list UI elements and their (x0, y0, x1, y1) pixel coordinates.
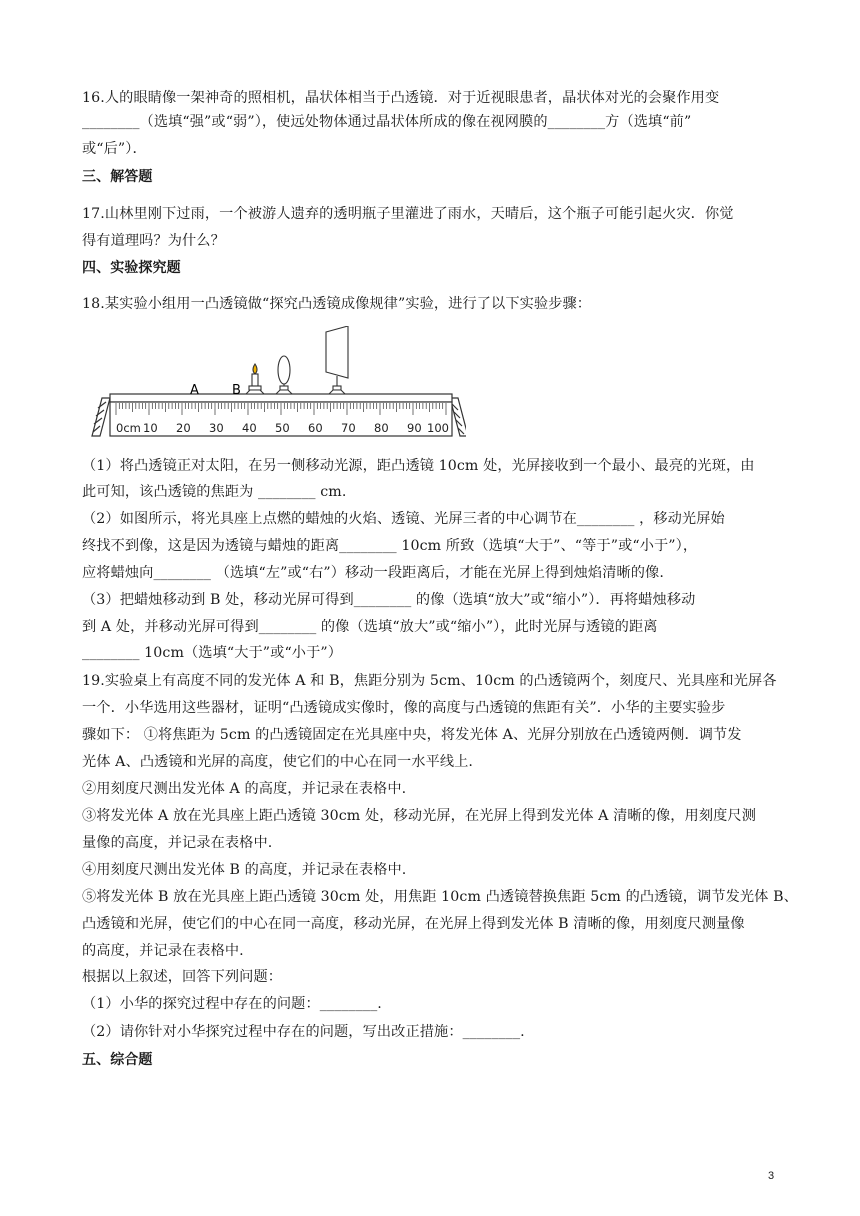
q19-step-3-line-1: ③将发光体 A 放在光具座上距凸透镜 30cm 处，移动光屏，在光屏上得到发光体 A 清晰的像，用刻度尺测 (82, 808, 756, 824)
q18-3-line-3: ________ 10cm（选填“大于”或“小于”） (82, 645, 343, 661)
ruler-label-10: 10 (143, 421, 158, 435)
ruler-label-40: 40 (242, 421, 257, 435)
bench-rail-top (110, 394, 452, 402)
q18-intro: 18.某实验小组用一凸透镜做“探究凸透镜成像规律”实验，进行了以下实验步骤： (82, 296, 592, 312)
screen-panel (326, 326, 348, 378)
ruler-label-70: 70 (341, 421, 356, 435)
section-heading-experiment: 四、实验探究题 (82, 260, 181, 276)
ruler-label-50: 50 (275, 421, 290, 435)
q18-3-line-1: （3）把蜡烛移动到 B 处，移动光屏可得到________ 的像（选填“放大”或“缩小”）．再将蜡烛移动 (82, 592, 696, 608)
q19-step-5-line-1: ⑤将发光体 B 放在光具座上距凸透镜 30cm 处，用焦距 10cm 凸透镜替换焦距 5cm 的凸透镜，调节发光体 B、 (82, 889, 798, 905)
q18-1-line-2: 此可知，该凸透镜的焦距为 ________ cm. (82, 484, 347, 500)
light-screen (326, 326, 348, 394)
ruler-label-30: 30 (209, 421, 224, 435)
q19-step-5-line-2: 凸透镜和光屏，使它们的中心在同一高度，移动光屏，在光屏上得到发光体 B 清晰的像，用刻度尺测量像 (82, 916, 745, 932)
left-stand (92, 398, 110, 436)
q18-1-line-1: （1）将凸透镜正对太阳，在另一侧移动光源，距凸透镜 10cm 处，光屏接收到一个最小、最亮的光斑，由 (82, 458, 755, 474)
q19-line-1: 19.实验桌上有高度不同的发光体 A 和 B，焦距分别为 5cm、10cm 的凸透镜两个，刻度尺、光具座和光屏各 (82, 673, 777, 689)
q18-2-line-1: （2）如图所示，将光具座上点燃的蜡烛的火焰、透镜、光屏三者的中心调节在________ ，移动光屏始 (82, 511, 725, 527)
page-number: 3 (768, 1170, 775, 1182)
ruler-label-100: 100 (427, 421, 449, 435)
q18-3-line-2: 到 A 处，并移动光屏可得到________ 的像（选填“放大”或“缩小”），此时光屏与透镜的距离 (82, 619, 658, 635)
q16-line-3: 或“后”）． (82, 141, 147, 157)
q19-step-4: ④用刻度尺测出发光体 B 的高度，并记录在表格中. (82, 862, 407, 878)
q18-2-line-2: 终找不到像，这是因为透镜与蜡烛的距离________ 10cm 所致（选填“大于”、“等于”或“小于”）， (82, 538, 698, 554)
candle (246, 364, 264, 394)
candle-body (252, 374, 258, 386)
ruler-label-20: 20 (176, 421, 191, 435)
point-b-label: B (232, 383, 241, 398)
q19-line-3: 骤如下： ①将焦距为 5cm 的凸透镜固定在光具座中央，将发光体 A、光屏分别放在凸透镜两侧．调节发 (82, 727, 742, 743)
q19-line-4: 光体 A、凸透镜和光屏的高度，使它们的中心在同一水平线上. (82, 754, 474, 770)
q19-sub-1: （1）小华的探究过程中存在的问题：________. (82, 996, 382, 1012)
section-heading-answer: 三、解答题 (82, 169, 153, 185)
q19-step-2: ②用刻度尺测出发光体 A 的高度，并记录在表格中. (82, 781, 407, 797)
ruler-label-0: 0cm (116, 421, 141, 435)
candle-flame (253, 364, 257, 374)
ruler-label-80: 80 (374, 421, 389, 435)
ruler-label-90: 90 (407, 421, 422, 435)
q17-line-2: 得有道理吗？为什么？ (82, 233, 225, 249)
section-heading-comprehensive: 五、综合题 (82, 1052, 153, 1068)
q19-line-2: 一个．小华选用这些器材，证明“凸透镜成实像时，像的高度与凸透镜的焦距有关”．小华的主要实验步 (82, 700, 726, 716)
q19-prompt: 根据以上叙述，回答下列问题： (82, 969, 283, 985)
q19-step-5-line-3: 的高度，并记录在表格中. (82, 943, 244, 959)
q18-2-line-3: 应将蜡烛向________ （选填“左”或“右”）移动一段距离后，才能在光屏上得到烛焰清晰的像. (82, 565, 664, 581)
q16-line-2: ________（选填“强”或“弱”），使远处物体通过晶状体所成的像在视网膜的________方（选填“前” (82, 114, 692, 130)
convex-lens (276, 356, 292, 394)
q16-line-1: 16.人的眼睛像一架神奇的照相机，晶状体相当于凸透镜．对于近视眼患者，晶状体对光的会聚作用变 (82, 90, 720, 106)
q19-step-3-line-2: 量像的高度，并记录在表格中. (82, 835, 273, 851)
ruler-label-60: 60 (308, 421, 323, 435)
lens-glass (278, 356, 290, 384)
q17-line-1: 17.山林里刚下过雨，一个被游人遗弃的透明瓶子里灌进了雨水，天晴后，这个瓶子可能引起火灾．你觉 (82, 206, 734, 222)
point-a-label: A (190, 383, 199, 398)
optical-bench-figure (86, 326, 466, 444)
q19-sub-2: （2）请你针对小华探究过程中存在的问题，写出改正措施：________. (82, 1024, 525, 1040)
